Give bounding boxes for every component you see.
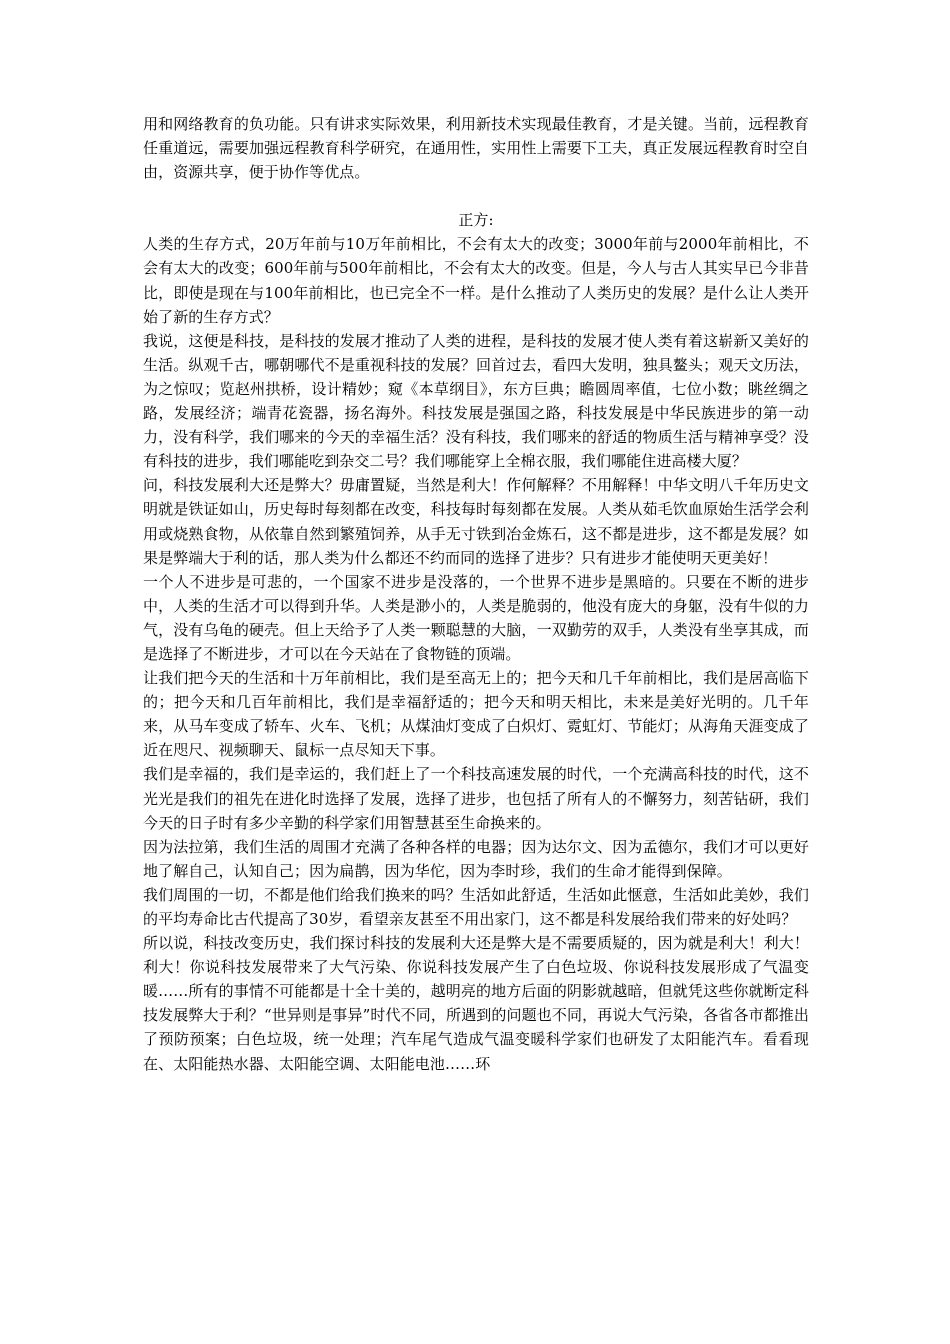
body-paragraph-7: 因为法拉第，我们生活的周围才充满了各种各样的电器；因为达尔文、因为孟德尔，我们才可以更好地了解自己，认知自己；因为扁鹊，因为华佗，因为李时珍，我们的生命才能得到保障。	[143, 837, 809, 880]
body-paragraph-3: 问，科技发展利大还是弊大？毋庸置疑，当然是利大！作何解释？不用解释！中华文明八千年历史文明就是铁证如山，历史每时每刻都在改变，科技每时每刻都在发展。人类从茹毛饮血原始生活学会利用或烧熟食物，从依靠自然到繁殖饲养，从手无寸铁到冶金炼石，这不都是进步，这不都是发展？如果是弊端大于利的话，那人类为什么都还不约而同的选择了进步？只有进步才能使明天更美好！	[143, 476, 809, 567]
body-paragraph-8: 我们周围的一切，不都是他们给我们换来的吗？生活如此舒适，生活如此惬意，生活如此美妙，我们的平均寿命比古代提高了30岁，看望亲友甚至不用出家门，这不都是科发展给我们带来的好处吗？	[143, 885, 809, 928]
body-paragraph-5: 让我们把今天的生活和十万年前相比，我们是至高无上的；把今天和几千年前相比，我们是居高临下的；把今天和几百年前相比，我们是幸福舒适的；把今天和明天相比，未来是美好光明的。几千年来，从马车变成了轿车、火车、飞机；从煤油灯变成了白炽灯、霓虹灯、节能灯；从海角天涯变成了近在咫尺、视频聊天、鼠标一点尽知天下事。	[143, 669, 809, 760]
body-paragraph-9: 所以说，科技改变历史，我们探讨科技的发展利大还是弊大是不需要质疑的，因为就是利大！利大！利大！你说科技发展带来了大气污染、你说科技发展产生了白色垃圾、你说科技发展形成了气温变暖……所有的事情不可能都是十全十美的，越明亮的地方后面的阴影就越暗，但就凭这些你就断定科技发展弊大于利？“世异则是事异”时代不同，所遇到的问题也不同，再说大气污染，各省各市都推出了预防预案；白色垃圾，统一处理；汽车尾气造成气温变暖科学家们也研发了太阳能汽车。看看现在、太阳能热水器、太阳能空调、太阳能电池……环	[143, 934, 809, 1073]
section-heading: 正方:	[458, 211, 494, 230]
body-paragraph-2: 我说，这便是科技，是科技的发展才推动了人类的进程，是科技的发展才使人类有着这崭新又美好的生活。纵观千古，哪朝哪代不是重视科技的发展？回首过去，看四大发明，独具鳌头；观天文历法，为之惊叹；览赵州拱桥，设计精妙；窥《本草纲目》，东方巨典；瞻圆周率值，七位小数；眺丝绸之路，发展经济；端青花瓷器，扬名海外。科技发展是强国之路，科技发展是中华民族进步的第一动力，没有科学，我们哪来的今天的幸福生活？没有科技，我们哪来的舒适的物质生活与精神享受？没有科技的进步，我们哪能吃到杂交二号？我们哪能穿上全棉衣服，我们哪能住进高楼大厦？	[143, 331, 809, 471]
intro-paragraph: 用和网络教育的负功能。只有讲求实际效果，利用新技术实现最佳教育，才是关键。当前，远程教育任重道远，需要加强远程教育科学研究，在通用性，实用性上需要下工夫，真正发展远程教育时空自由，资源共享，便于协作等优点。	[143, 115, 809, 182]
body-paragraph-6: 我们是幸福的，我们是幸运的，我们赶上了一个科技高速发展的时代，一个充满高科技的时代，这不光光是我们的祖先在进化时选择了发展，选择了进步，也包括了所有人的不懈努力，刻苦钻研，我们今天的日子时有多少辛勤的科学家们用智慧甚至生命换来的。	[143, 765, 809, 832]
body-paragraph-4: 一个人不进步是可悲的，一个国家不进步是没落的，一个世界不进步是黑暗的。只要在不断的进步中，人类的生活才可以得到升华。人类是渺小的，人类是脆弱的，他没有庞大的身躯，没有牛似的力气，没有乌龟的硬壳。但上天给予了人类一颗聪慧的大脑，一双勤劳的双手，人类没有坐享其成，而是选择了不断进步，才可以在今天站在了食物链的顶端。	[143, 572, 809, 663]
document-page	[143, 112, 809, 1076]
body-paragraph-1: 人类的生存方式，20万年前与10万年前相比，不会有太大的改变；3000年前与2000年前相比，不会有太大的改变；600年前与500年前相比，不会有太大的改变。但是，今人与古人其实早已今非昔比，即使是现在与100年前相比，也已完全不一样。是什么推动了人类历史的发展？是什么让人类开始了新的生存方式？	[143, 235, 809, 326]
